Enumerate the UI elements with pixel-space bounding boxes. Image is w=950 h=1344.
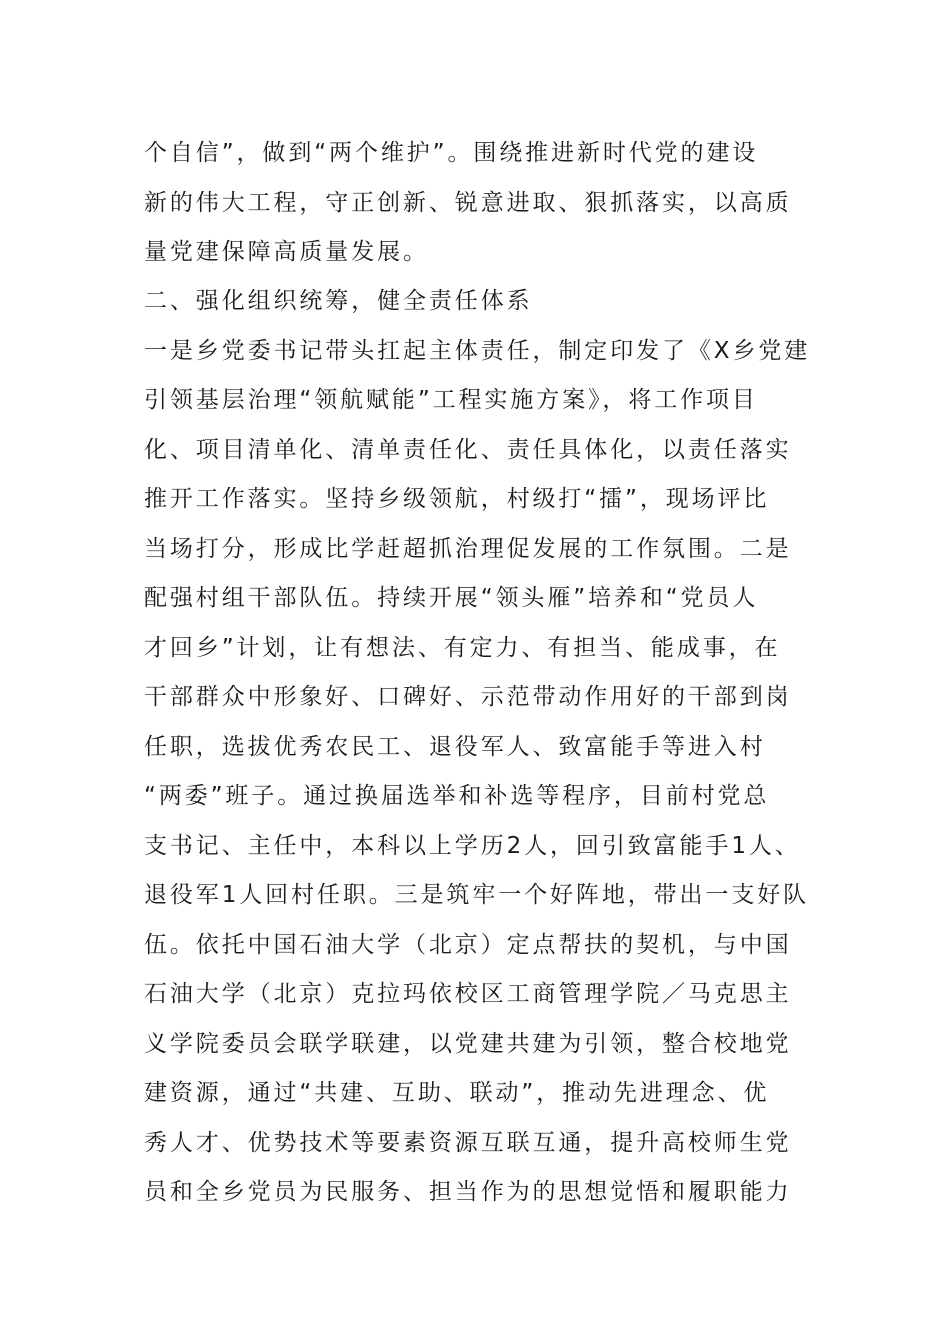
section-heading: 二、强化组织统筹，健全责任体系 bbox=[144, 288, 533, 314]
text-line-8: 推开工作落实。坚持乡级领航，村级打“擂”，现场评比 bbox=[144, 486, 770, 512]
text-line-11: 才回乡”计划，让有想法、有定力、有担当、能成事，在 bbox=[144, 635, 781, 661]
text-line-18: 石油大学（北京）克拉玛依校区工商管理学院／马克思主 bbox=[144, 981, 792, 1007]
text-line-10: 配强村组干部队伍。持续开展“领头雁”培养和“党员人 bbox=[144, 585, 759, 611]
text-line-21: 秀人才、优势技术等要素资源互联互通，提升高校师生党 bbox=[144, 1130, 792, 1156]
text-line-16: 退役军1人回村任职。三是筑牢一个好阵地，带出一支好队 bbox=[144, 882, 810, 908]
text-line-7: 化、项目清单化、清单责任化、责任具体化，以责任落实 bbox=[144, 437, 792, 463]
text-line-20: 建资源，通过“共建、互助、联动”，推动先进理念、优 bbox=[144, 1080, 770, 1106]
text-line-17: 伍。依托中国石油大学（北京）定点帮扶的契机，与中国 bbox=[144, 932, 792, 958]
text-line-22: 员和全乡党员为民服务、担当作为的思想觉悟和履职能力 bbox=[144, 1179, 792, 1205]
text-line-9: 当场打分，形成比学赶超抓治理促发展的工作氛围。二是 bbox=[144, 536, 792, 562]
text-line-13: 任职，选拔优秀农民工、退役军人、致富能手等进入村 bbox=[144, 734, 766, 760]
text-line-3: 量党建保障高质量发展。 bbox=[144, 239, 429, 265]
text-line-14: “两委”班子。通过换届选举和补选等程序，目前村党总 bbox=[144, 783, 770, 809]
text-line-5: 一是乡党委书记带头扛起主体责任，制定印发了《X乡党建 bbox=[144, 338, 811, 364]
text-line-2: 新的伟大工程，守正创新、锐意进取、狠抓落实，以高质 bbox=[144, 190, 792, 216]
text-line-12: 干部群众中形象好、口碑好、示范带动作用好的干部到岗 bbox=[144, 684, 792, 710]
text-line-15: 支书记、主任中，本科以上学历2人，回引致富能手1人、 bbox=[144, 833, 801, 859]
text-line-6: 引领基层治理“领航赋能”工程实施方案》，将工作项目 bbox=[144, 387, 758, 413]
text-line-19: 义学院委员会联学联建，以党建共建为引领，整合校地党 bbox=[144, 1031, 792, 1057]
text-line-1: 个自信”，做到“两个维护”。围绕推进新时代党的建设 bbox=[144, 140, 759, 166]
